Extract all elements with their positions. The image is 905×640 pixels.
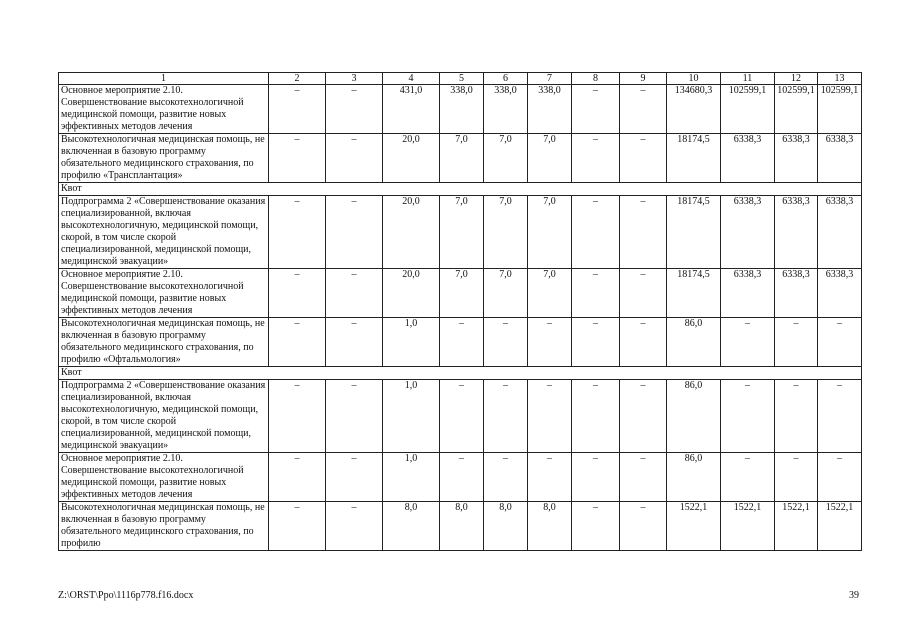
value-cell: –: [572, 85, 620, 134]
value-cell: 1,0: [383, 453, 440, 502]
value-cell: 86,0: [667, 318, 721, 367]
value-cell: –: [269, 380, 326, 453]
footer-file-path: Z:\ORST\Ppo\1116p778.f16.docx: [58, 590, 194, 601]
value-cell: 20,0: [383, 196, 440, 269]
value-cell: 8,0: [528, 502, 572, 551]
value-cell: 7,0: [440, 196, 484, 269]
value-cell: 102599,1: [775, 85, 818, 134]
value-cell: –: [620, 85, 667, 134]
value-cell: –: [775, 318, 818, 367]
value-cell: –: [269, 85, 326, 134]
header-cell: 2: [269, 73, 326, 85]
value-cell: –: [484, 380, 528, 453]
data-table: [58, 72, 862, 551]
row-label-cell: Подпрограмма 2 «Совершенствование оказания специализированной, включая высокотехнологичную, медицинской помощи, скорой, в том числе скорой специализированной, медицинской помощи, медицинской эвакуации»: [59, 196, 269, 269]
value-cell: 1522,1: [775, 502, 818, 551]
table-row: [59, 380, 862, 453]
value-cell: –: [326, 269, 383, 318]
header-cell: 5: [440, 73, 484, 85]
unit-row: [59, 367, 862, 380]
header-cell: 13: [818, 73, 862, 85]
unit-row: [59, 183, 862, 196]
value-cell: –: [572, 380, 620, 453]
value-cell: 86,0: [667, 380, 721, 453]
value-cell: –: [620, 269, 667, 318]
value-cell: 338,0: [484, 85, 528, 134]
value-cell: 6338,3: [721, 269, 775, 318]
value-cell: –: [269, 269, 326, 318]
table-row: [59, 269, 862, 318]
value-cell: –: [620, 380, 667, 453]
row-label-cell: Подпрограмма 2 «Совершенствование оказания специализированной, включая высокотехнологичную, медицинской помощи, скорой, в том числе скорой специализированной, медицинской помощи, медицинской эвакуации»: [59, 380, 269, 453]
value-cell: –: [721, 453, 775, 502]
value-cell: 8,0: [440, 502, 484, 551]
table-row: [59, 134, 862, 183]
value-cell: 1522,1: [721, 502, 775, 551]
value-cell: 86,0: [667, 453, 721, 502]
value-cell: 20,0: [383, 134, 440, 183]
row-label-cell: Высокотехнологичная медицинская помощь, не включенная в базовую программу обязательного медицинского страхования, по профилю «Трансплантация»: [59, 134, 269, 183]
header-cell: 1: [59, 73, 269, 85]
value-cell: 338,0: [528, 85, 572, 134]
value-cell: –: [620, 134, 667, 183]
value-cell: 7,0: [528, 269, 572, 318]
value-cell: 1,0: [383, 380, 440, 453]
value-cell: –: [326, 453, 383, 502]
unit-cell: Квот: [59, 183, 862, 196]
value-cell: –: [326, 318, 383, 367]
value-cell: 7,0: [528, 196, 572, 269]
header-cell: 7: [528, 73, 572, 85]
value-cell: 1,0: [383, 318, 440, 367]
header-cell: 3: [326, 73, 383, 85]
row-label-cell: Основное мероприятие 2.10. Совершенствование высокотехнологичной медицинской помощи, развитие новых эффективных методов лечения: [59, 453, 269, 502]
value-cell: –: [721, 318, 775, 367]
value-cell: –: [326, 196, 383, 269]
header-cell: 6: [484, 73, 528, 85]
value-cell: –: [818, 318, 862, 367]
table-row: [59, 318, 862, 367]
row-label-cell: Высокотехнологичная медицинская помощь, не включенная в базовую программу обязательного медицинского страхования, по профилю: [59, 502, 269, 551]
value-cell: 7,0: [440, 269, 484, 318]
value-cell: 134680,3: [667, 85, 721, 134]
value-cell: 1522,1: [667, 502, 721, 551]
value-cell: –: [620, 196, 667, 269]
value-cell: –: [326, 85, 383, 134]
value-cell: 6338,3: [721, 134, 775, 183]
row-label-cell: Основное мероприятие 2.10. Совершенствование высокотехнологичной медицинской помощи, развитие новых эффективных методов лечения: [59, 269, 269, 318]
value-cell: 6338,3: [818, 134, 862, 183]
value-cell: 18174,5: [667, 196, 721, 269]
value-cell: –: [269, 502, 326, 551]
value-cell: –: [269, 453, 326, 502]
value-cell: –: [572, 196, 620, 269]
value-cell: 6338,3: [775, 269, 818, 318]
value-cell: –: [484, 318, 528, 367]
table-row: [59, 453, 862, 502]
value-cell: –: [326, 502, 383, 551]
value-cell: –: [620, 502, 667, 551]
value-cell: –: [484, 453, 528, 502]
value-cell: –: [818, 453, 862, 502]
value-cell: –: [269, 318, 326, 367]
value-cell: 6338,3: [818, 269, 862, 318]
value-cell: 102599,1: [818, 85, 862, 134]
table-row: [59, 196, 862, 269]
value-cell: –: [528, 380, 572, 453]
value-cell: 7,0: [484, 134, 528, 183]
value-cell: 102599,1: [721, 85, 775, 134]
value-cell: –: [818, 380, 862, 453]
value-cell: –: [326, 380, 383, 453]
value-cell: 6338,3: [775, 196, 818, 269]
value-cell: –: [572, 134, 620, 183]
value-cell: –: [269, 134, 326, 183]
value-cell: –: [620, 453, 667, 502]
value-cell: 6338,3: [721, 196, 775, 269]
table-row: [59, 85, 862, 134]
value-cell: –: [269, 196, 326, 269]
row-label-cell: Высокотехнологичная медицинская помощь, не включенная в базовую программу обязательного медицинского страхования, по профилю «Офтальмология»: [59, 318, 269, 367]
header-cell: 9: [620, 73, 667, 85]
table-body: [59, 73, 862, 551]
table-row: [59, 502, 862, 551]
value-cell: 7,0: [484, 269, 528, 318]
value-cell: 18174,5: [667, 134, 721, 183]
value-cell: 8,0: [383, 502, 440, 551]
value-cell: –: [572, 453, 620, 502]
value-cell: 6338,3: [775, 134, 818, 183]
footer-page-number: 39: [849, 590, 859, 601]
value-cell: 7,0: [484, 196, 528, 269]
value-cell: –: [572, 502, 620, 551]
value-cell: –: [528, 453, 572, 502]
value-cell: –: [440, 380, 484, 453]
value-cell: –: [326, 134, 383, 183]
value-cell: 1522,1: [818, 502, 862, 551]
value-cell: 7,0: [528, 134, 572, 183]
header-cell: 10: [667, 73, 721, 85]
value-cell: 20,0: [383, 269, 440, 318]
header-cell: 12: [775, 73, 818, 85]
value-cell: –: [572, 318, 620, 367]
value-cell: 7,0: [440, 134, 484, 183]
value-cell: 8,0: [484, 502, 528, 551]
row-label-cell: Основное мероприятие 2.10. Совершенствование высокотехнологичной медицинской помощи, развитие новых эффективных методов лечения: [59, 85, 269, 134]
header-cell: 4: [383, 73, 440, 85]
header-cell: 8: [572, 73, 620, 85]
value-cell: –: [775, 380, 818, 453]
value-cell: –: [775, 453, 818, 502]
value-cell: 6338,3: [818, 196, 862, 269]
value-cell: 431,0: [383, 85, 440, 134]
value-cell: 338,0: [440, 85, 484, 134]
unit-cell: Квот: [59, 367, 862, 380]
value-cell: –: [528, 318, 572, 367]
value-cell: 18174,5: [667, 269, 721, 318]
table-header-row: [59, 73, 862, 85]
value-cell: –: [620, 318, 667, 367]
value-cell: –: [572, 269, 620, 318]
header-cell: 11: [721, 73, 775, 85]
value-cell: –: [440, 453, 484, 502]
value-cell: –: [440, 318, 484, 367]
value-cell: –: [721, 380, 775, 453]
